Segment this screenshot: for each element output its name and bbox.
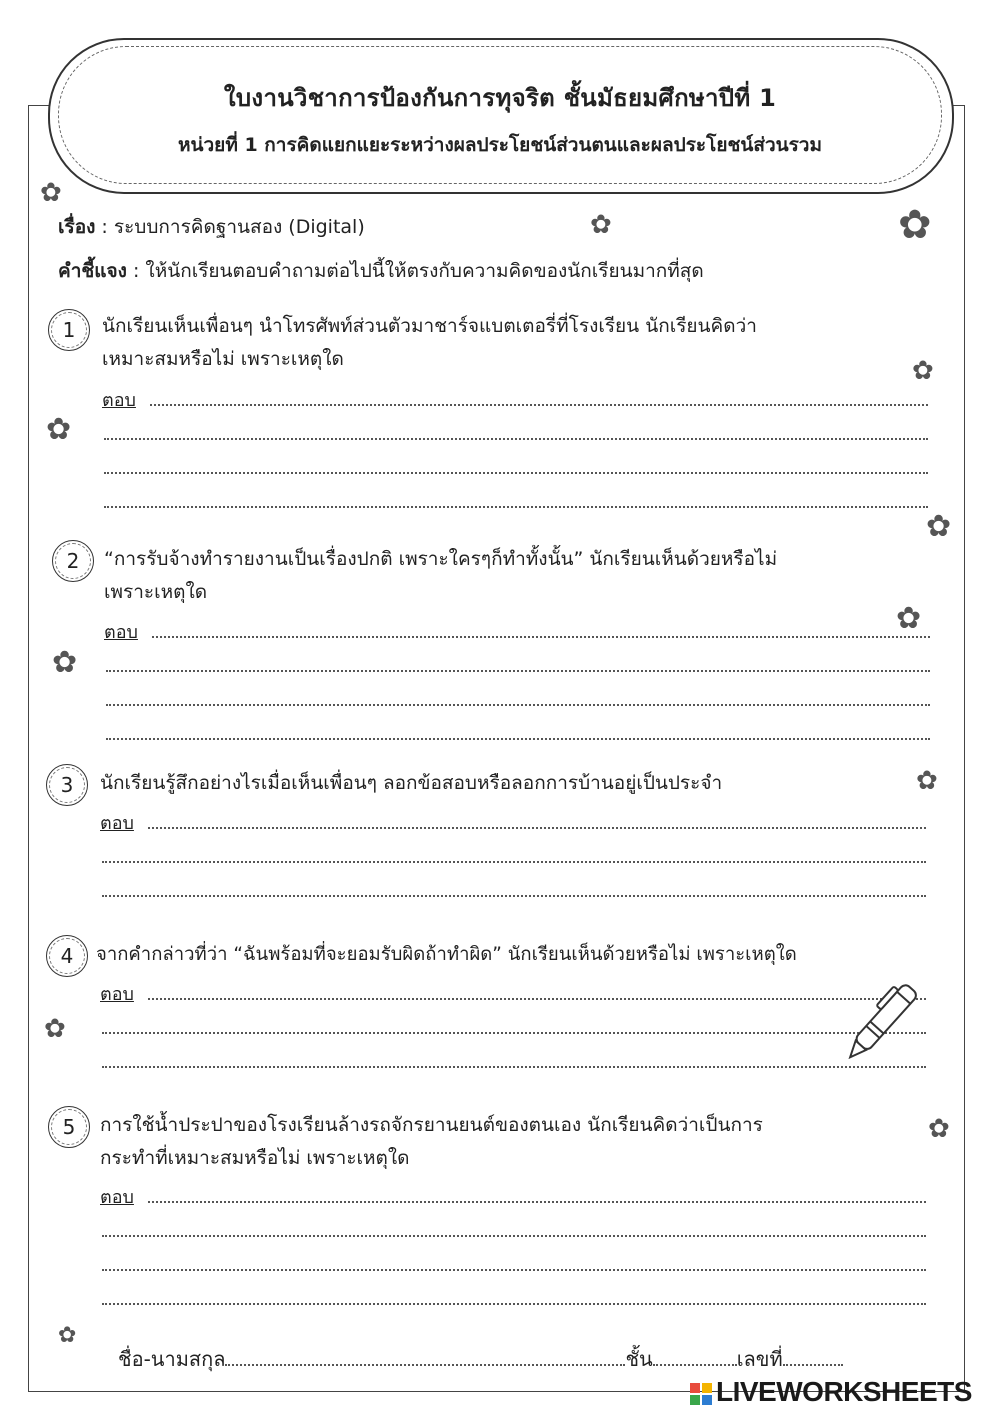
- answer-label-1: ตอบ: [102, 390, 136, 411]
- answer-line[interactable]: [148, 998, 926, 1000]
- flower-icon: ✿: [52, 645, 78, 680]
- question-number-1: 1: [48, 309, 90, 351]
- flower-icon: ✿: [912, 356, 934, 386]
- topic-value: : ระบบการคิดฐานสอง (Digital): [95, 216, 365, 238]
- class-label: ชั้น: [625, 1347, 653, 1371]
- flower-icon: ✿: [46, 412, 72, 447]
- instruction-label: คำชี้แจง: [58, 260, 127, 282]
- answer-line[interactable]: [104, 506, 928, 508]
- answer-line[interactable]: [106, 704, 930, 706]
- answer-label-2: ตอบ: [104, 622, 138, 643]
- logo-text: LIVEWORKSHEETS: [716, 1376, 972, 1407]
- question-5-line-2: กระทำที่เหมาะสมหรือไม่ เพราะเหตุใด: [100, 1147, 410, 1169]
- answer-line[interactable]: [102, 1269, 926, 1271]
- answer-line[interactable]: [102, 1032, 926, 1034]
- answer-line[interactable]: [148, 1201, 926, 1203]
- flower-icon: ✿: [926, 509, 952, 544]
- flower-icon: ✿: [590, 210, 612, 240]
- answer-line[interactable]: [102, 1235, 926, 1237]
- question-2-line-2: เพราะเหตุใด: [104, 581, 208, 603]
- answer-line[interactable]: [102, 895, 926, 897]
- worksheet-title: ใบงานวิชาการป้องกันการทุจริต ชั้นมัธยมศึกษาปีที่ 1: [223, 84, 777, 112]
- worksheet-frame: [28, 105, 965, 1392]
- answer-line[interactable]: [148, 827, 926, 829]
- answer-label-4: ตอบ: [100, 984, 134, 1005]
- liveworksheets-logo: [690, 1376, 972, 1408]
- flower-icon: ✿: [928, 1114, 950, 1144]
- answer-line[interactable]: [102, 1066, 926, 1068]
- question-5-line-1: การใช้น้ำประปาของโรงเรียนล้างรถจักรยานยนต์ของตนเอง นักเรียนคิดว่าเป็นการ: [100, 1114, 763, 1136]
- question-number-4: 4: [46, 935, 88, 977]
- answer-line[interactable]: [104, 438, 928, 440]
- question-number-3: 3: [46, 764, 88, 806]
- question-4-line-1: จากคำกล่าวที่ว่า “ฉันพร้อมที่จะยอมรับผิดถ้าทำผิด” นักเรียนเห็นด้วยหรือไม่ เพราะเหตุใด: [96, 944, 797, 965]
- answer-line[interactable]: [150, 404, 928, 406]
- flower-icon: ✿: [58, 1323, 77, 1348]
- name-label: ชื่อ-นามสกุล: [118, 1347, 226, 1371]
- flower-icon: ✿: [896, 601, 922, 636]
- flower-icon: ✿: [916, 766, 938, 796]
- number-field[interactable]: [783, 1364, 843, 1366]
- answer-line[interactable]: [106, 738, 930, 740]
- student-info-line: [118, 1343, 843, 1375]
- topic-line: [58, 212, 365, 242]
- topic-label: เรื่อง: [58, 216, 96, 238]
- number-label: เลขที่: [736, 1347, 783, 1371]
- logo-mark-icon: [690, 1383, 712, 1405]
- answer-line[interactable]: [104, 472, 928, 474]
- answer-line[interactable]: [102, 1303, 926, 1305]
- class-field[interactable]: [653, 1364, 737, 1366]
- answer-line[interactable]: [106, 670, 930, 672]
- answer-label-5: ตอบ: [100, 1187, 134, 1208]
- answer-line[interactable]: [102, 861, 926, 863]
- question-3-line-1: นักเรียนรู้สึกอย่างไรเมื่อเห็นเพื่อนๆ ลอกข้อสอบหรือลอกการบ้านอยู่เป็นประจำ: [100, 772, 723, 794]
- answer-line[interactable]: [152, 636, 930, 638]
- instruction-value: : ให้นักเรียนตอบคำถามต่อไปนี้ให้ตรงกับความคิดของนักเรียนมากที่สุด: [126, 260, 704, 282]
- question-2-line-1: “การรับจ้างทำรายงานเป็นเรื่องปกติ เพราะใครๆก็ทำทั้งนั้น” นักเรียนเห็นด้วยหรือไม่: [104, 548, 778, 570]
- answer-label-3: ตอบ: [100, 813, 134, 834]
- instruction-line: [58, 256, 704, 286]
- worksheet-subtitle: หน่วยที่ 1 การคิดแยกแยะระหว่างผลประโยชน์ส่วนตนและผลประโยชน์ส่วนรวม: [178, 134, 822, 156]
- name-field[interactable]: [225, 1364, 625, 1366]
- question-number-2: 2: [52, 540, 94, 582]
- flower-icon: ✿: [44, 1014, 66, 1044]
- question-number-5: 5: [48, 1106, 90, 1148]
- question-1-line-2: เหมาะสมหรือไม่ เพราะเหตุใด: [102, 348, 344, 370]
- pen-icon: [830, 972, 940, 1068]
- question-1-line-1: นักเรียนเห็นเพื่อนๆ นำโทรศัพท์ส่วนตัวมาชาร์จแบตเตอรี่ที่โรงเรียน นักเรียนคิดว่า: [102, 315, 757, 337]
- flower-icon: ✿: [40, 178, 62, 208]
- flower-icon: ✿: [898, 202, 932, 248]
